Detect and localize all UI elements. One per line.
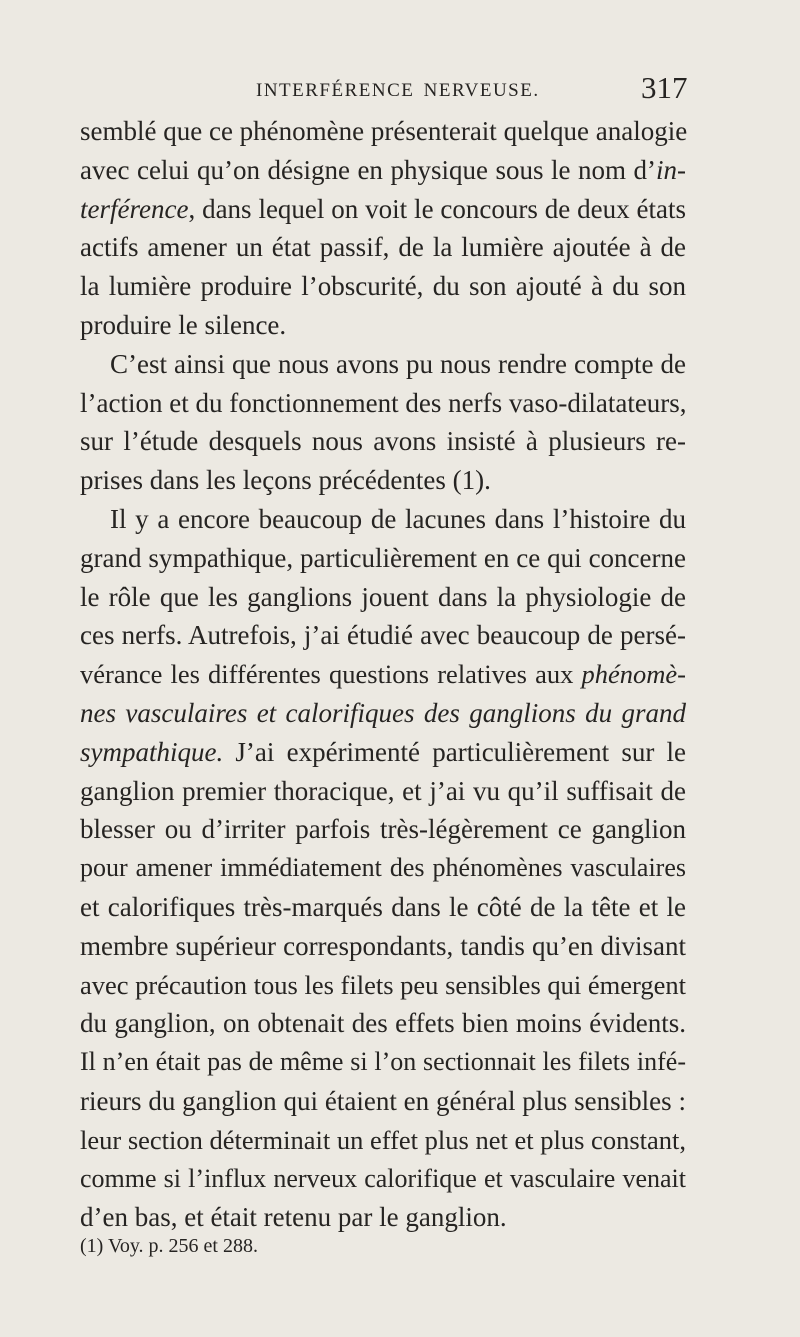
running-title: INTERFÉRENCE NERVEUSE. bbox=[256, 80, 540, 101]
text-line: vérance les différentes questions relatives aux phénomè- bbox=[80, 659, 686, 690]
italic-term: nes vasculaires et calorifiques des ganglions du grand bbox=[80, 697, 686, 728]
italic-term: phénomè- bbox=[581, 659, 686, 690]
text-line: Il y a encore beaucoup de lacunes dans l’histoire du bbox=[110, 503, 686, 534]
text-line: d’en bas, et était retenu par le ganglion. bbox=[80, 1202, 507, 1233]
text-line: leur section déterminait un effet plus net et plus constant, bbox=[80, 1124, 686, 1155]
text-line: avec précaution tous les filets peu sensibles qui émergent bbox=[80, 969, 686, 1000]
text-line: l’action et du fonctionnement des nerfs vaso-dilatateurs, bbox=[80, 387, 687, 418]
text-line: ganglion premier thoracique, et j’ai vu qu’il suffisait de bbox=[80, 775, 686, 806]
text-line: membre supérieur correspondants, tandis qu’en divisant bbox=[80, 930, 686, 961]
footnote: (1) Voy. p. 256 et 288. bbox=[80, 1235, 258, 1257]
text-line: prises dans les leçons précédentes (1). bbox=[80, 465, 491, 496]
text-line: avec celui qu’on désigne en physique sous le nom d’in- bbox=[80, 154, 686, 185]
page-number: 317 bbox=[641, 70, 688, 105]
body-text bbox=[80, 112, 686, 1237]
text-line: produire le silence. bbox=[80, 309, 287, 340]
text-line: rieurs du ganglion qui étaient en général plus sensibles : bbox=[80, 1085, 686, 1116]
text-line: le rôle que les ganglions jouent dans la physiologie de bbox=[80, 581, 686, 612]
italic-term: terférence bbox=[80, 193, 189, 224]
text-line: comme si l’influx nerveux calorifique et vasculaire venait bbox=[80, 1163, 686, 1193]
text-line: sur l’étude desquels nous avons insisté à plusieurs re- bbox=[80, 426, 686, 457]
text-line: du ganglion, on obtenait des effets bien moins évidents. bbox=[80, 1008, 686, 1039]
page-header bbox=[0, 70, 800, 114]
text-line: la lumière produire l’obscurité, du son ajouté à du son bbox=[80, 271, 686, 302]
text-line: grand sympathique, particulièrement en ce qui concerne bbox=[80, 542, 686, 573]
text-line: C’est ainsi que nous avons pu nous rendre compte de bbox=[110, 348, 686, 379]
text-line: Il n’en était pas de même si l’on sectionnait les filets infé- bbox=[80, 1047, 686, 1077]
text-line: semblé que ce phénomène présenterait quelque analogie bbox=[80, 116, 688, 146]
text-line: terférence, dans lequel on voit le concours de deux états bbox=[80, 193, 686, 224]
text-line: blesser ou d’irriter parfois très-légèrement ce ganglion bbox=[80, 814, 686, 845]
italic-term: in- bbox=[656, 154, 686, 185]
text-line: et calorifiques très-marqués dans le côté de la tête et le bbox=[80, 891, 686, 922]
text-line: actifs amener un état passif, de la lumière ajoutée à de bbox=[80, 232, 686, 263]
text-line: sympathique. J’ai expérimenté particulièrement sur le bbox=[80, 736, 686, 767]
text-line: pour amener immédiatement des phénomènes vasculaires bbox=[80, 853, 686, 883]
italic-term: sympathique. bbox=[80, 736, 224, 767]
text-line: ces nerfs. Autrefois, j’ai étudié avec beaucoup de persé- bbox=[80, 620, 686, 651]
text-line bbox=[80, 694, 686, 733]
